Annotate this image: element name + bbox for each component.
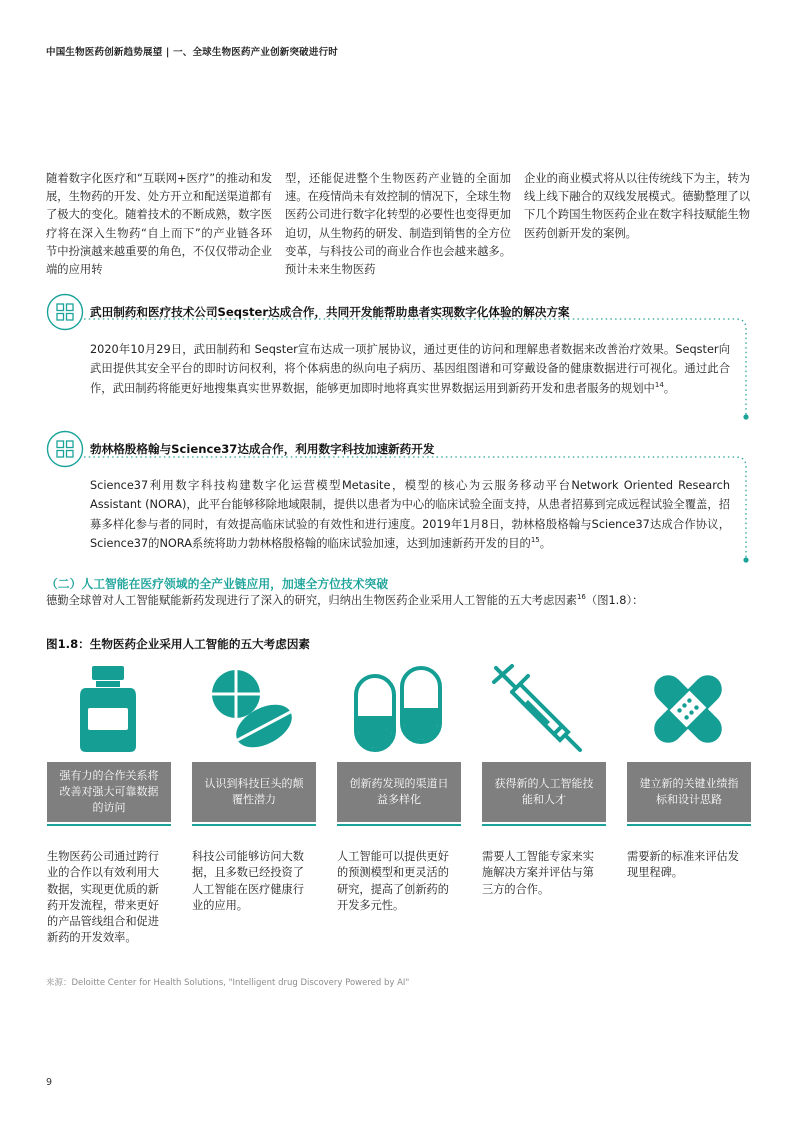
factor-desc-5: 需要新的标准来评估发现里程碑。 bbox=[627, 850, 739, 880]
pills-icon bbox=[200, 664, 304, 754]
factor-desc-2: 科技公司能够访问大数据，且多数已经投资了人工智能在医疗健康行业的应用。 bbox=[192, 850, 304, 912]
section-text: 德勤全球曾对人工智能赋能新药发现进行了深入的研究，归纳出生物医药企业采用人工智能的五大考虑因素$^{16}$（图1.8）： bbox=[46, 593, 644, 607]
factor-divider bbox=[482, 824, 606, 826]
figure-source: 来源：Deloitte Center for Health Solutions, "Intelligent drug Discovery Powered by AI" bbox=[46, 978, 410, 988]
case-body-boehringer: Science37利用数字科技构建数字化运营模型Metasite，模型的核心为云服务移动平台Network Oriented Research Assistant (NORA)，此平台能够移除地域限制，提供以患者为中心的临床试验全面支持，从患者招募到完成远程试验全覆盖，招募多样化参与者的同时，有效提高临床试验的有效性和进行速度。2019年1月8日，勃林格殷格翰与Science37达成合作协议，Science37的NORA系统将助力勃林格殷格翰的临床试验加速，达到加速新药开发的目的$^{15}$。 bbox=[90, 479, 730, 551]
case-body-takeda: 2020年10月29日，武田制药和 Seqster宣布达成一项扩展协议，通过更佳的访问和理解患者数据来改善治疗效果。Seqster向武田提供其安全平台的即时访问权利，将个体病患的纵向电子病历、基因组图谱和可穿戴设备的健康数据进行可视化。通过此合作，武田制药将能更好地搜集真实世界数据，能够更加即时地将真实世界数据运用到新药开发和患者服务的规划中$^{14}$。 bbox=[90, 343, 730, 395]
case-title-takeda: 武田制药和医疗技术公司Seqster达成合作，共同开发能帮助患者实现数字化体验的解决方案 bbox=[90, 305, 570, 319]
factor-label-4: 获得新的人工智能技能和人才 bbox=[482, 762, 606, 822]
factor-label-1: 强有力的合作关系将改善对强大可靠数据的访问 bbox=[47, 762, 171, 822]
factor-label-3: 创新药发现的渠道日益多样化 bbox=[337, 762, 461, 822]
factor-desc-4: 需要人工智能专家来实施解决方案并评估与第三方的合作。 bbox=[482, 850, 594, 896]
bandage-icon bbox=[636, 664, 740, 754]
page-number: 9 bbox=[46, 1077, 53, 1088]
case-title-boehringer: 勃林格殷格翰与Science37达成合作，利用数字科技加速新药开发 bbox=[90, 442, 435, 456]
factor-desc-3: 人工智能可以提供更好的预测模型和更灵活的研究，提高了创新药的开发多元性。 bbox=[337, 850, 449, 912]
intro-column-3: 企业的商业模式将从以往传统线下为主，转为线上线下融合的双线发展模式。德勤整理了以下几个跨国生物医药企业在数字科技赋能生物医药创新开发的案例。 bbox=[524, 172, 750, 240]
section-heading: （二）人工智能在医疗领域的全产业链应用，加速全方位技术突破 bbox=[46, 577, 389, 591]
case-study-icon bbox=[46, 430, 84, 468]
factor-label-5: 建立新的关键业绩指标和设计思路 bbox=[627, 762, 751, 822]
case-study-icon bbox=[46, 293, 84, 331]
figure-title: 图1.8：生物医药企业采用人工智能的五大考虑因素 bbox=[46, 637, 311, 651]
syringe-icon bbox=[490, 664, 594, 754]
intro-column-2: 型，还能促进整个生物医药产业链的全面加速。在疫情尚未有效控制的情况下，全球生物医药公司进行数字化转型的必要性也变得更加迫切，从生物药的研发、制造到销售的全方位变革，与科技公司的商业合作也会越来越多。预计未来生物医药 bbox=[285, 172, 511, 277]
running-header: 中国生物医药创新趋势展望 | 一、全球生物医药产业创新突破进行时 bbox=[46, 47, 338, 58]
capsule-icon bbox=[346, 664, 450, 754]
factor-divider bbox=[47, 824, 171, 826]
factor-desc-1: 生物医药公司通过跨行业的合作以有效利用大数据，实现更优质的新药开发流程，带来更好的产品管线组合和促进新药的开发效率。 bbox=[47, 850, 159, 945]
factor-divider bbox=[192, 824, 316, 826]
factor-divider bbox=[627, 824, 751, 826]
factor-label-2: 认识到科技巨头的颠覆性潜力 bbox=[192, 762, 316, 822]
factor-divider bbox=[337, 824, 461, 826]
medicine-bottle-icon bbox=[56, 664, 160, 754]
intro-column-1: 随着数字化医疗和“互联网+医疗”的推动和发展，生物药的开发、处方开立和配送渠道都有了极大的变化。随着技术的不断成熟，数字医疗将在深入生物药“自上而下”的产业链各环节中扮演越来越重要的角色，不仅仅带动企业端的应用转 bbox=[46, 172, 272, 277]
